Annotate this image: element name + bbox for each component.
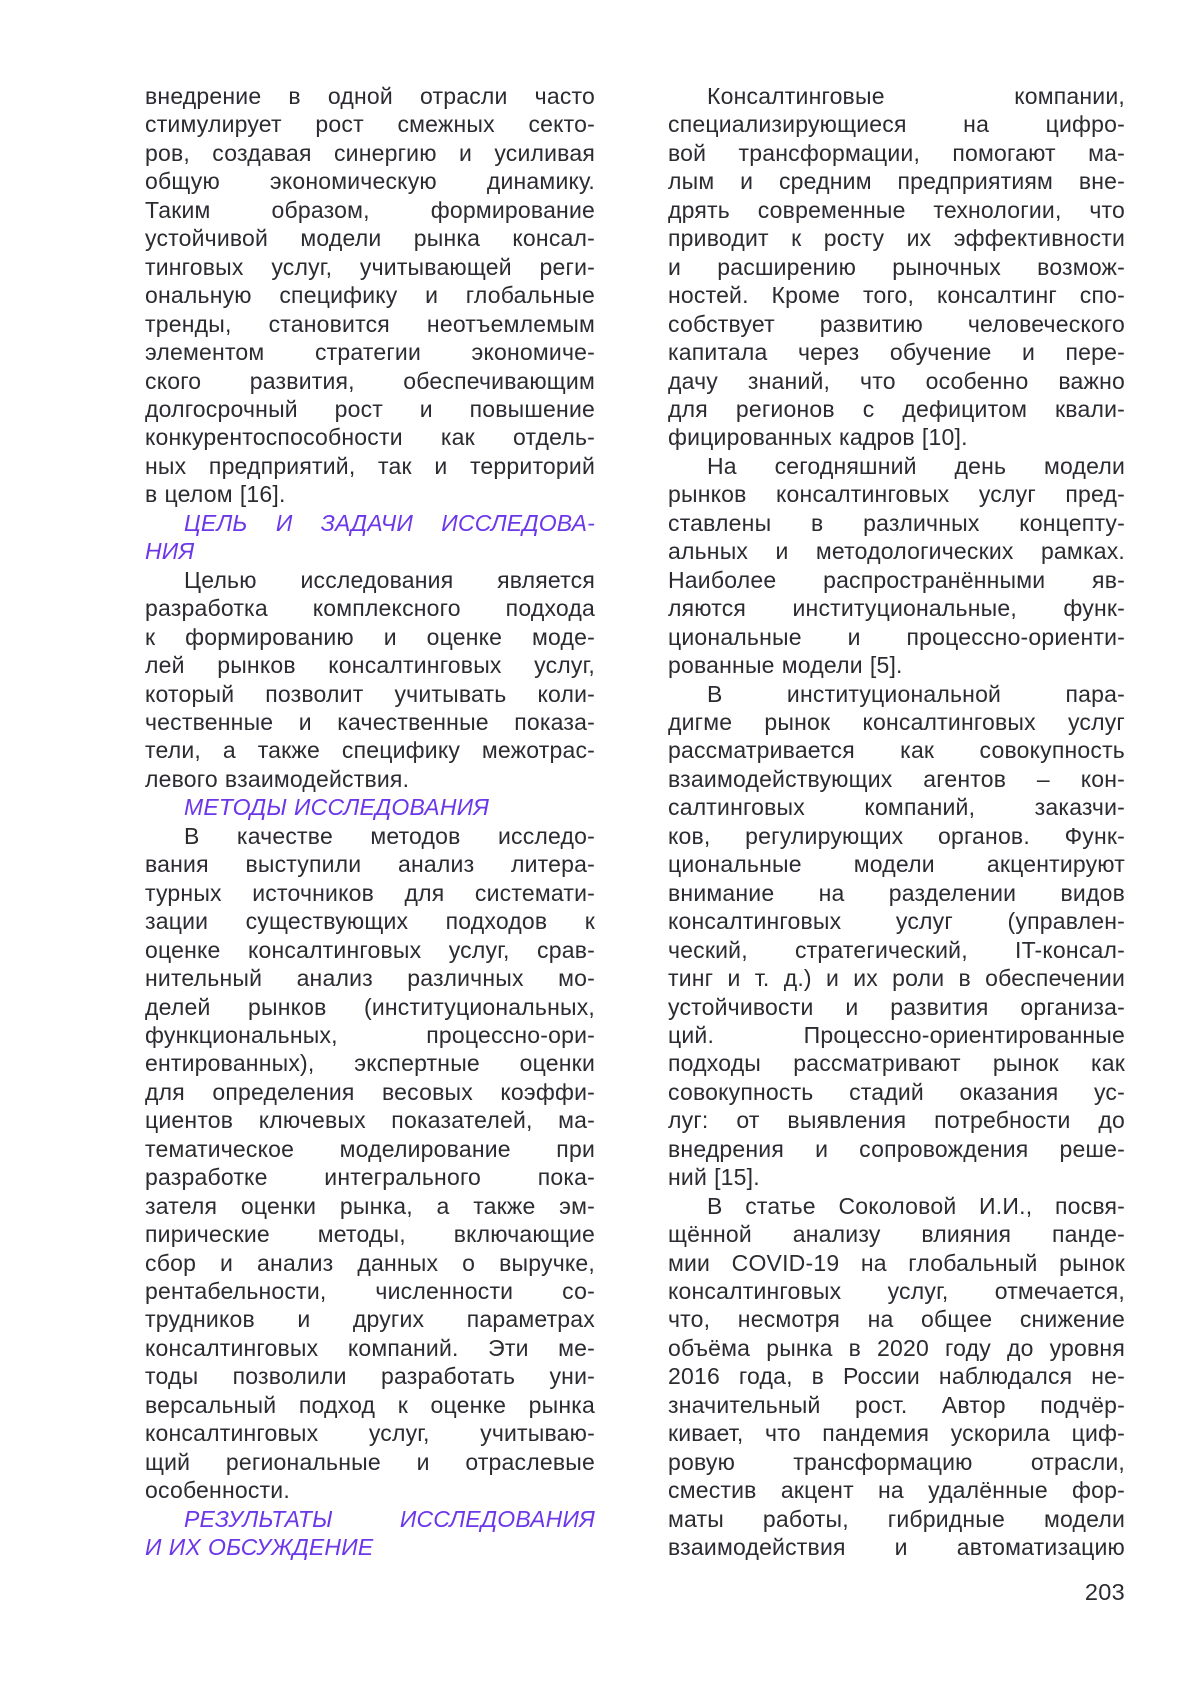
text-line: дрять современные технологии, что — [668, 196, 1125, 223]
text-line: тоды позволили разработать уни- — [145, 1363, 595, 1390]
text-line: стимулирует рост смежных секто- — [145, 111, 595, 138]
text-line: зации существующих подходов к — [145, 908, 595, 935]
text-line: ций. Процессно-ориентированные — [668, 1021, 1125, 1048]
text-line: циональные и процессно-ориенти- — [668, 623, 1125, 650]
paragraph — [668, 680, 1125, 1192]
text-line: В статье Соколовой И.И., посвя- — [707, 1192, 1125, 1219]
text-line: внимание на разделении видов — [668, 879, 1125, 906]
text-line: вой трансформации, помогают ма- — [668, 139, 1125, 166]
text-line: внедрение в одной отрасли часто — [145, 83, 595, 109]
text-line: разработке интегрального пока- — [145, 1164, 595, 1191]
section-heading — [145, 509, 595, 566]
text-line: функциональных, процессно-ори- — [145, 1021, 595, 1048]
text-line: версальный подход к оценке рынка — [145, 1391, 595, 1418]
text-line: зателя оценки рынка, а также эм- — [145, 1192, 595, 1219]
text-line: к формированию и оценке моде- — [145, 623, 595, 650]
heading-line: РЕЗУЛЬТАТЫ ИССЛЕДОВАНИЯ — [184, 1505, 595, 1532]
heading-line: ЦЕЛЬ И ЗАДАЧИ ИССЛЕДОВА- — [184, 509, 595, 536]
text-line: особенности. — [145, 1477, 290, 1504]
text-line: ков, регулирующих органов. Функ- — [668, 822, 1125, 849]
text-line: консалтинговых услуг (управлен- — [668, 908, 1125, 935]
text-line: общую экономическую динамику. — [145, 168, 595, 195]
text-line: дигме рынок консалтинговых услуг — [668, 708, 1125, 735]
heading-line: МЕТОДЫ ИССЛЕДОВАНИЯ — [184, 794, 490, 821]
text-line: устойчивой модели рынка консал- — [145, 225, 595, 252]
text-line: тели, а также специфику межотрас- — [145, 737, 595, 764]
text-line: делей рынков (институциональных, — [145, 993, 595, 1020]
text-line: объёма рынка в 2020 году до уровня — [668, 1334, 1125, 1361]
text-line: разработка комплексного подхода — [145, 595, 595, 622]
text-line: щий региональные и отраслевые — [145, 1448, 595, 1475]
text-line: ний [15]. — [668, 1164, 760, 1191]
text-line: луг: от выявления потребности до — [668, 1107, 1125, 1134]
text-line: ентированных), экспертные оценки — [145, 1050, 595, 1077]
text-line: который позволит учитывать коли- — [145, 680, 595, 707]
text-line: ров, создавая синергию и усиливая — [145, 139, 595, 166]
text-line: салтинговых компаний, заказчи- — [668, 794, 1125, 821]
text-line: подходы рассматривают рынок как — [668, 1050, 1125, 1077]
text-line: рентабельности, численности со- — [145, 1278, 595, 1305]
text-line: Целью исследования является — [184, 566, 595, 593]
text-line: внедрения и сопровождения реше- — [668, 1135, 1125, 1162]
text-line: сбор и анализ данных о выручке, — [145, 1249, 595, 1276]
right-text-column — [668, 82, 1125, 1562]
text-line: тренды, становится неотъемлемым — [145, 310, 595, 337]
text-line: консалтинговых компаний. Эти ме- — [145, 1334, 595, 1361]
text-line: 2016 года, в России наблюдался не- — [668, 1363, 1125, 1390]
text-line: циональные модели акцентируют — [668, 851, 1125, 878]
text-line: Таким образом, формирование — [145, 196, 595, 223]
text-line: ных предприятий, так и территорий — [145, 452, 595, 479]
text-line: ляются институциональные, функ- — [668, 595, 1125, 622]
text-line: капитала через обучение и пере- — [668, 339, 1125, 366]
text-line: ностей. Кроме того, консалтинг спо- — [668, 282, 1125, 309]
text-line: В качестве методов исследо- — [184, 822, 595, 849]
text-line: конкурентоспособности как отдель- — [145, 424, 595, 451]
text-line: рованные модели [5]. — [668, 652, 903, 679]
text-line: трудников и других параметрах — [145, 1306, 595, 1333]
text-line: щённой анализу влияния панде- — [668, 1221, 1125, 1248]
text-line: ональную специфику и глобальные — [145, 282, 595, 309]
text-line: собствует развитию человеческого — [668, 310, 1125, 337]
left-text-column — [145, 82, 595, 1562]
section-heading — [145, 1505, 595, 1562]
text-line: кивает, что пандемия ускорила циф- — [668, 1420, 1125, 1447]
text-line: сместив акцент на удалённые фор- — [668, 1477, 1125, 1504]
text-line: тинг и т. д.) и их роли в обеспечении — [668, 965, 1125, 992]
text-line: лым и средним предприятиям вне- — [668, 168, 1125, 195]
text-line: для регионов с дефицитом квали- — [668, 395, 1125, 422]
text-line: чественные и качественные показа- — [145, 708, 595, 735]
paragraph — [145, 82, 595, 509]
text-line: рынков консалтинговых услуг пред- — [668, 481, 1125, 508]
text-line: Консалтинговые компании, — [707, 83, 1125, 109]
text-line: альных и методологических рамках. — [668, 538, 1125, 565]
paragraph — [145, 566, 595, 794]
heading-line: НИЯ — [145, 538, 195, 565]
text-line: ставлены в различных концепту- — [668, 509, 1125, 536]
text-line: оценке консалтинговых услуг, срав- — [145, 936, 595, 963]
text-line: ровую трансформацию отрасли, — [668, 1448, 1125, 1475]
text-line: вания выступили анализ литера- — [145, 851, 595, 878]
text-line: консалтинговых услуг, отмечается, — [668, 1278, 1125, 1305]
paragraph — [668, 1192, 1125, 1562]
text-line: нительный анализ различных мо- — [145, 965, 595, 992]
text-line: взаимодействующих агентов – кон- — [668, 765, 1125, 792]
text-line: значительный рост. Автор подчёр- — [668, 1391, 1125, 1418]
text-line: Наиболее распространёнными яв- — [668, 566, 1125, 593]
page-number: 203 — [1084, 1579, 1125, 1605]
text-line: ческий, стратегический, IT-консал- — [668, 936, 1125, 963]
text-line: и расширению рыночных возмож- — [668, 253, 1125, 280]
paragraph — [145, 822, 595, 1505]
text-line: совокупность стадий оказания ус- — [668, 1078, 1125, 1105]
text-line: долгосрочный рост и повышение — [145, 395, 595, 422]
text-line: На сегодняшний день модели — [707, 452, 1125, 479]
heading-line: И ИХ ОБСУЖДЕНИЕ — [145, 1534, 374, 1561]
text-line: тинговых услуг, учитывающей реги- — [145, 253, 595, 280]
text-line: маты работы, гибридные модели — [668, 1505, 1125, 1532]
text-line: турных источников для системати- — [145, 879, 595, 906]
paragraph — [668, 82, 1125, 452]
text-line: В институциональной пара- — [707, 680, 1125, 707]
text-line: рассматривается как совокупность — [668, 737, 1125, 764]
text-line: консалтинговых услуг, учитываю- — [145, 1420, 595, 1447]
text-line: специализирующиеся на цифро- — [668, 111, 1125, 138]
text-line: пирические методы, включающие — [145, 1221, 595, 1248]
text-line: фицированных кадров [10]. — [668, 424, 968, 451]
text-line: ского развития, обеспечивающим — [145, 367, 595, 394]
text-line: устойчивости и развития организа- — [668, 993, 1125, 1020]
text-line: что, несмотря на общее снижение — [668, 1306, 1125, 1333]
paragraph — [668, 452, 1125, 680]
text-line: тематическое моделирование при — [145, 1135, 595, 1162]
text-line: приводит к росту их эффективности — [668, 225, 1125, 252]
text-line: дачу знаний, что особенно важно — [668, 367, 1125, 394]
text-line: взаимодействия и автоматизацию — [668, 1534, 1125, 1561]
text-line: мии COVID-19 на глобальный рынок — [668, 1249, 1125, 1276]
section-heading — [145, 793, 595, 821]
text-line: в целом [16]. — [145, 481, 286, 508]
text-line: элементом стратегии экономиче- — [145, 339, 595, 366]
text-line: лей рынков консалтинговых услуг, — [145, 652, 595, 679]
text-line: левого взаимодействия. — [145, 765, 410, 792]
text-line: для определения весовых коэффи- — [145, 1078, 595, 1105]
text-line: циентов ключевых показателей, ма- — [145, 1107, 595, 1134]
